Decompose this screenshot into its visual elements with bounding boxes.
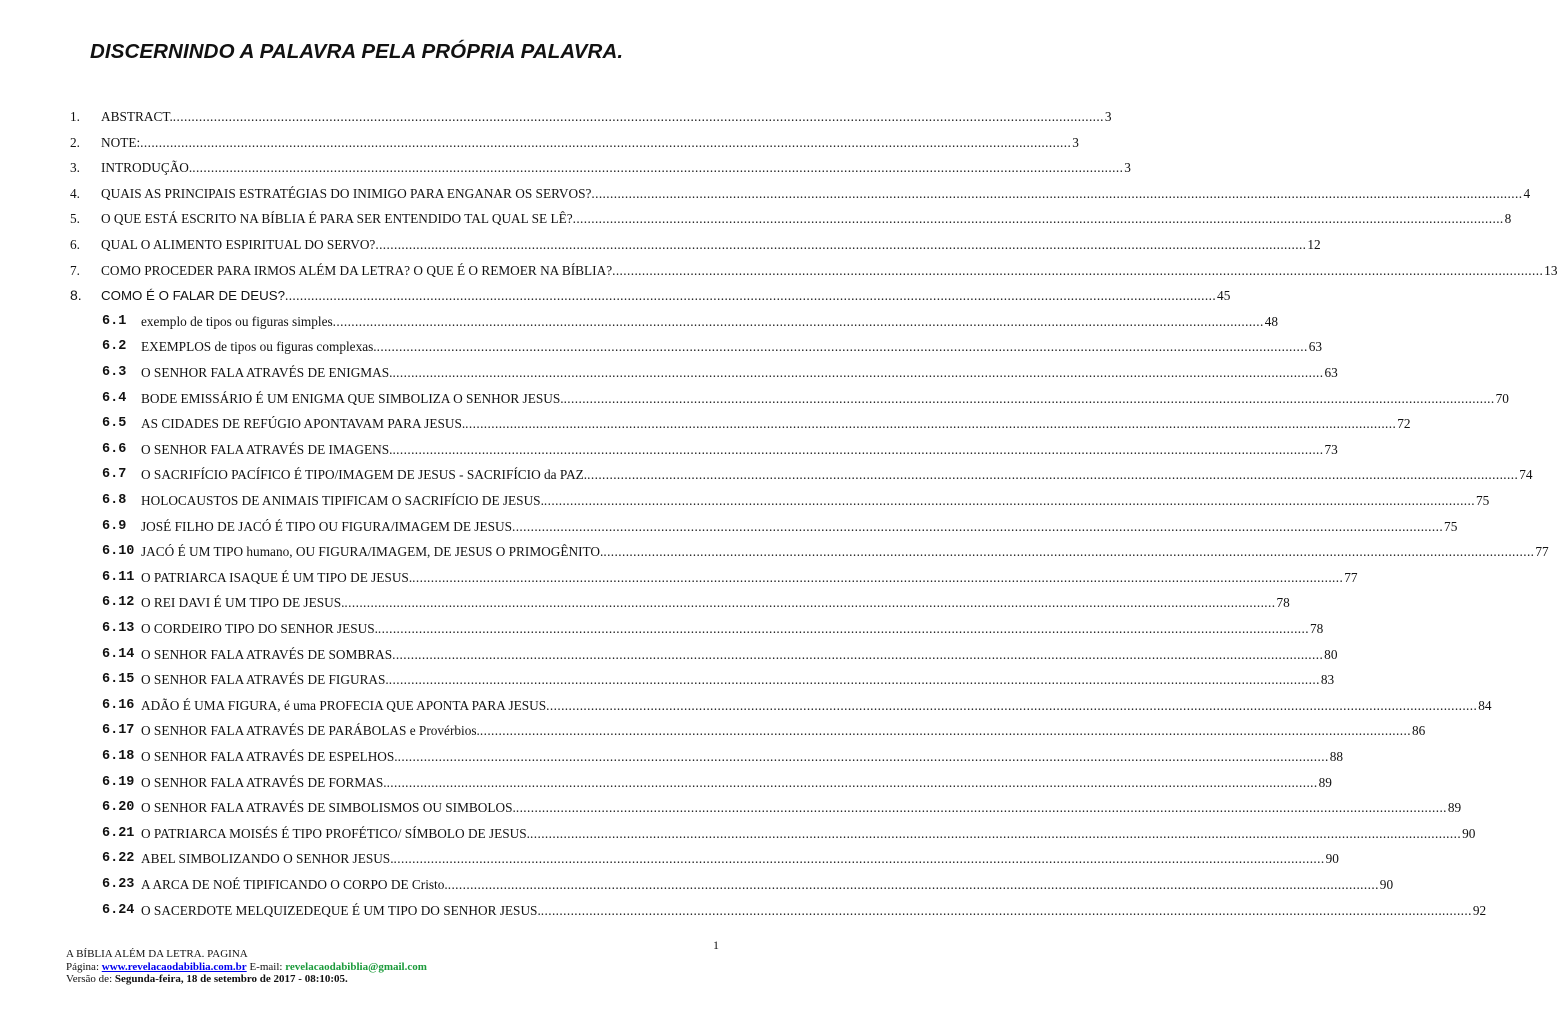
toc-item-number: 6.7 [102,467,127,483]
toc-item-number: 6.20 [102,800,135,816]
toc-item-entry [141,821,1476,846]
toc-leader-dots: .......................................................................................................................................................................................................................................................... [375,237,1307,252]
toc-item-page: 63 [1324,365,1338,380]
toc-item-label: O REI DAVI É UM TIPO DE JESUS. [141,595,345,611]
toc-item-label: O SENHOR FALA ATRAVÉS DE FORMAS. [141,774,387,790]
toc-leader-dots: .......................................................................................................................................................................................................................................................... [540,902,1472,918]
toc-item-number: 8. [70,287,82,304]
toc-item-label: O QUE ESTÁ ESCRITO NA BÍBLIA É PARA SER ENTENDIDO TAL QUAL SE LÊ? [101,211,573,227]
toc-item-page: 90 [1325,851,1339,867]
toc-item-label: HOLOCAUSTOS DE ANIMAIS TIPIFICAM O SACRIFÍCIO DE JESUS. [141,493,544,508]
toc-item-page: 4 [1523,185,1531,201]
toc-item-entry [141,667,1335,692]
toc-item[interactable] [0,872,1394,897]
toc-item-page: 89 [1447,800,1462,816]
toc-item[interactable] [0,181,1531,206]
toc-leader-dots: .......................................................................................................................................................................................................................................................... [412,569,1344,585]
toc-leader-dots: .......................................................................................................................................................................................................................................................... [392,365,1324,380]
footer-links [66,961,427,974]
toc-item-number: 6.12 [102,595,135,611]
toc-leader-dots: .......................................................................................................................................................................................................................................................... [515,800,1447,816]
toc-item[interactable] [0,514,1458,539]
toc-item[interactable] [0,309,1279,334]
toc-item-label: AS CIDADES DE REFÚGIO APONTAVAM PARA JESUS. [141,416,466,432]
toc-item-number: 6. [70,237,80,252]
toc-item[interactable] [0,821,1476,846]
toc-item-number: 3. [70,160,80,176]
toc-item-label: exemplo de tipos ou figuras simples [141,313,333,329]
toc-item[interactable] [0,360,1338,385]
toc-item-number: 6.21 [102,825,135,841]
site-link[interactable]: www.revelacaodabiblia.com.br [101,960,247,973]
toc-leader-dots: .......................................................................................................................................................................................................................................................... [543,493,1475,508]
toc-item-page: 86 [1411,723,1426,739]
toc-item-page: 74 [1519,467,1533,483]
toc-item-entry [141,539,1549,564]
toc-item-entry [141,411,1411,436]
toc-item-label: INTRODUÇÃO. [101,160,193,176]
toc-leader-dots: .......................................................................................................................................................................................................................................................... [386,774,1318,790]
toc-item-label: O PATRIARCA MOISÉS É TIPO PROFÉTICO/ SÍMBOLO DE JESUS. [141,825,531,841]
toc-leader-dots: .......................................................................................................................................................................................................................................................... [447,877,1379,892]
toc-item-number: 5. [70,211,80,227]
toc-item-label: EXEMPLOS de tipos ou figuras complexas. [141,339,377,355]
toc-item[interactable] [0,488,1490,513]
toc-item-label: O SACRIFÍCIO PACÍFICO É TIPO/IMAGEM DE JESUS - SACRIFÍCIO da PAZ. [141,467,588,483]
toc-item-entry [141,590,1290,615]
toc-item-entry [141,488,1490,513]
toc-item-entry [101,206,1512,231]
toc-item-label: O SENHOR FALA ATRAVÉS DE ENIGMAS. [141,365,393,380]
toc-item-number: 6.6 [102,441,127,457]
toc-item-entry [141,386,1509,411]
toc-item[interactable] [0,667,1335,692]
toc-item-number: 6.16 [102,697,135,713]
toc-item-entry [141,437,1338,462]
toc-item-label: O SENHOR FALA ATRAVÉS DE SIMBOLISMOS OU SIMBOLOS. [141,800,516,816]
toc-item-label: O SENHOR FALA ATRAVÉS DE SOMBRAS [141,646,393,662]
toc-item-label: COMO É O FALAR DE DEUS? [101,288,285,304]
toc-leader-dots: .......................................................................................................................................................................................................................................................... [140,134,1072,150]
toc-leader-dots: .......................................................................................................................................................................................................................................................... [591,185,1523,201]
toc-item-label: O PATRIARCA ISAQUE É UM TIPO DE JESUS. [141,569,413,585]
toc-item-page: 3 [1124,160,1131,176]
toc-item-label: BODE EMISSÁRIO É UM ENIGMA QUE SIMBOLIZA O SENHOR JESUS. [141,390,564,406]
toc-item-number: 4. [70,185,80,201]
toc-item-entry [101,283,1231,308]
toc-item-entry [141,616,1324,641]
toc-item[interactable] [0,565,1358,590]
toc-item-number: 6.17 [102,723,135,739]
toc-item-page: 84 [1478,697,1492,713]
toc-item-number: 6.18 [102,749,135,764]
toc-leader-dots: .......................................................................................................................................................................................................................................................... [587,467,1519,483]
toc-item-label: QUAIS AS PRINCIPAIS ESTRATÉGIAS DO INIMIGO PARA ENGANAR OS SERVOS? [101,185,592,201]
toc-item[interactable] [0,155,1131,180]
toc-leader-dots: .......................................................................................................................................................................................................................................................... [563,390,1495,406]
toc-item-number: 1. [70,109,80,124]
toc-item[interactable] [0,693,1492,718]
toc-item[interactable] [0,334,1322,359]
toc-item-page: 90 [1462,825,1476,841]
document-title: DISCERNINDO A PALAVRA PELA PRÓPRIA PALAVRA. [90,40,624,63]
toc-item-page: 48 [1264,313,1279,329]
toc-leader-dots: .......................................................................................................................................................................................................................................................... [465,416,1397,432]
toc-item-entry [141,770,1332,795]
toc-item-entry [141,565,1358,590]
toc-leader-dots: .......................................................................................................................................................................................................................................................... [344,595,1276,611]
toc-item-page: 78 [1276,595,1290,611]
toc-item-label: JACÓ É UM TIPO humano, OU FIGURA/IMAGEM, DE JESUS O PRIMOGÊNITO. [141,544,604,560]
toc-leader-dots: .......................................................................................................................................................................................................................................................... [511,518,1444,534]
toc-leader-dots: .......................................................................................................................................................................................................................................................... [479,723,1411,739]
toc-item-entry [141,334,1322,359]
toc-item-page: 89 [1318,774,1332,790]
toc-item-label: ABEL SIMBOLIZANDO O SENHOR JESUS. [141,851,394,867]
toc-item-entry [101,155,1131,180]
toc-leader-dots: .......................................................................................................................................................................................................................................................... [572,211,1504,227]
toc-leader-dots: .......................................................................................................................................................................................................................................................... [377,621,1309,636]
email-address[interactable]: revelacaodabiblia@gmail.com [285,960,427,973]
toc-item-label: ADÃO É UMA FIGURA, é uma PROFECIA QUE APONTA PARA JESUS [141,697,547,713]
toc-item-entry [101,232,1321,257]
toc-item-label: ABSTRACT. [101,109,173,124]
toc-item-entry [141,360,1338,385]
footer-title: A BÍBLIA ALÉM DA LETRA. PAGINA [66,948,248,960]
toc-item[interactable] [0,258,1557,283]
footer-version [66,973,427,986]
toc-leader-dots: .......................................................................................................................................................................................................................................................... [546,697,1478,713]
toc-item-page: 8 [1504,211,1512,227]
toc-item-entry [101,104,1112,129]
toc-item[interactable] [0,104,1112,129]
toc-item-label: NOTE: [101,134,141,150]
toc-leader-dots: .......................................................................................................................................................................................................................................................... [284,288,1217,304]
toc-item-page: 83 [1320,672,1335,688]
toc-leader-dots: .......................................................................................................................................................................................................................................................... [392,646,1324,662]
toc-item-page: 77 [1344,569,1358,585]
toc-leader-dots: .......................................................................................................................................................................................................................................................... [172,109,1104,124]
toc-item-entry [141,744,1343,769]
toc-item-page: 78 [1309,621,1324,636]
toc-item[interactable] [0,590,1290,615]
toc-item[interactable] [0,616,1324,641]
toc-item-number: 6.8 [102,493,127,508]
page-number: 1 [713,938,719,952]
toc-item-number: 6.2 [102,339,127,355]
toc-item-entry [141,846,1339,871]
toc-item-entry [141,872,1394,897]
toc-item-entry [141,718,1426,743]
toc-leader-dots: .......................................................................................................................................................................................................................................................... [530,825,1462,841]
toc-item-entry [101,130,1079,155]
toc-item-page: 45 [1217,288,1231,304]
version-date: Segunda-feira, 18 de setembro de 2017 - 08:10:05. [114,973,348,985]
toc-item-number: 6.9 [102,518,127,534]
toc-item-label: A ARCA DE NOÉ TIPIFICANDO O CORPO DE Cristo. [141,877,448,892]
toc-item[interactable] [0,898,1487,923]
toc-item[interactable] [0,718,1426,743]
toc-item-number: 6.4 [102,390,127,406]
toc-item-entry [101,181,1531,206]
toc-item-page: 75 [1444,518,1458,534]
version-label: Versão de: [66,973,115,985]
toc-leader-dots: .......................................................................................................................................................................................................................................................... [603,544,1535,560]
toc-item-label: O SENHOR FALA ATRAVÉS DE PARÁBOLAS e Provérbios. [141,723,480,739]
toc-item-entry [141,462,1533,487]
toc-item-label: O SENHOR FALA ATRAVÉS DE IMAGENS. [141,441,393,457]
toc-item-entry [141,693,1492,718]
toc-item-number: 6.11 [102,569,135,585]
toc-item-page: 12 [1307,237,1321,252]
toc-item[interactable] [0,539,1549,564]
toc-leader-dots: .......................................................................................................................................................................................................................................................... [397,749,1329,764]
toc-item-label: JOSÉ FILHO DE JACÓ É TIPO OU FIGURA/IMAGEM DE JESUS [141,518,512,534]
toc-item-entry [141,795,1462,820]
toc-item-page: 3 [1072,134,1079,150]
toc-item-label: QUAL O ALIMENTO ESPIRITUAL DO SERVO? [101,237,376,252]
toc-item-label: O SACERDOTE MELQUIZEDEQUE É UM TIPO DO SENHOR JESUS. [141,902,541,918]
toc-item-number: 6.5 [102,416,127,432]
toc-item-number: 6.15 [102,672,135,688]
toc-item-page: 63 [1308,339,1322,355]
toc-item-number: 6.23 [102,877,135,892]
toc-leader-dots: .......................................................................................................................................................................................................................................................... [192,160,1124,176]
toc-item-label: O SENHOR FALA ATRAVÉS DE FIGURAS. [141,672,389,688]
toc-item-number: 6.13 [102,621,135,636]
toc-item[interactable] [0,437,1338,462]
toc-item-number: 7. [70,262,80,278]
toc-item-page: 3 [1104,109,1112,124]
toc-item-number: 6.3 [102,365,127,380]
toc-item[interactable] [0,770,1332,795]
toc-leader-dots: .......................................................................................................................................................................................................................................................... [388,672,1320,688]
toc-item[interactable] [0,232,1321,257]
toc-item-page: 72 [1397,416,1411,432]
toc-item[interactable] [0,206,1512,231]
toc-item-page: 92 [1472,902,1487,918]
toc-item-entry [141,898,1487,923]
toc-item-page: 75 [1475,493,1490,508]
toc-item[interactable] [0,642,1338,667]
toc-item-number: 6.14 [102,646,135,662]
toc-item-label: O CORDEIRO TIPO DO SENHOR JESUS. [141,621,378,636]
toc-item[interactable] [0,744,1343,769]
footer [66,948,427,986]
toc-item-entry [141,642,1338,667]
toc-item-number: 6.22 [102,851,135,867]
toc-item[interactable] [0,462,1533,487]
toc-item[interactable] [0,386,1509,411]
toc-item-label: O SENHOR FALA ATRAVÉS DE ESPELHOS. [141,749,398,764]
toc-item-entry [101,258,1557,283]
toc-leader-dots: .......................................................................................................................................................................................................................................................... [392,441,1324,457]
toc-item-page: 73 [1324,441,1338,457]
toc-item-number: 6.1 [102,313,127,329]
toc-item[interactable] [0,846,1339,871]
toc-item-page: 70 [1495,390,1509,406]
toc-leader-dots: .......................................................................................................................................................................................................................................................... [332,313,1264,329]
page-label: Página: [66,960,102,973]
email-label: E-mail: [246,960,286,973]
toc-item-entry [141,309,1279,334]
toc-item[interactable] [0,411,1411,436]
toc-item-label: COMO PROCEDER PARA IRMOS ALÉM DA LETRA? O QUE É O REMOER NA BÍBLIA? [101,262,613,278]
toc-item[interactable] [0,283,1231,308]
toc-item[interactable] [0,795,1462,820]
toc-item-number: 6.19 [102,774,135,790]
toc-item[interactable] [0,130,1079,155]
toc-item-number: 6.10 [102,544,135,560]
toc-item-page: 13 [1544,262,1557,278]
toc-item-entry [141,514,1458,539]
toc-item-page: 90 [1379,877,1394,892]
toc-leader-dots: .......................................................................................................................................................................................................................................................... [376,339,1308,355]
toc-item-page: 80 [1324,646,1338,662]
toc-item-page: 88 [1329,749,1343,764]
toc-item-number: 6.24 [102,902,135,918]
toc-leader-dots: .......................................................................................................................................................................................................................................................... [393,851,1325,867]
toc-item-page: 77 [1535,544,1549,560]
toc-leader-dots: .......................................................................................................................................................................................................................................................... [612,262,1544,278]
toc-item-number: 2. [70,134,80,150]
